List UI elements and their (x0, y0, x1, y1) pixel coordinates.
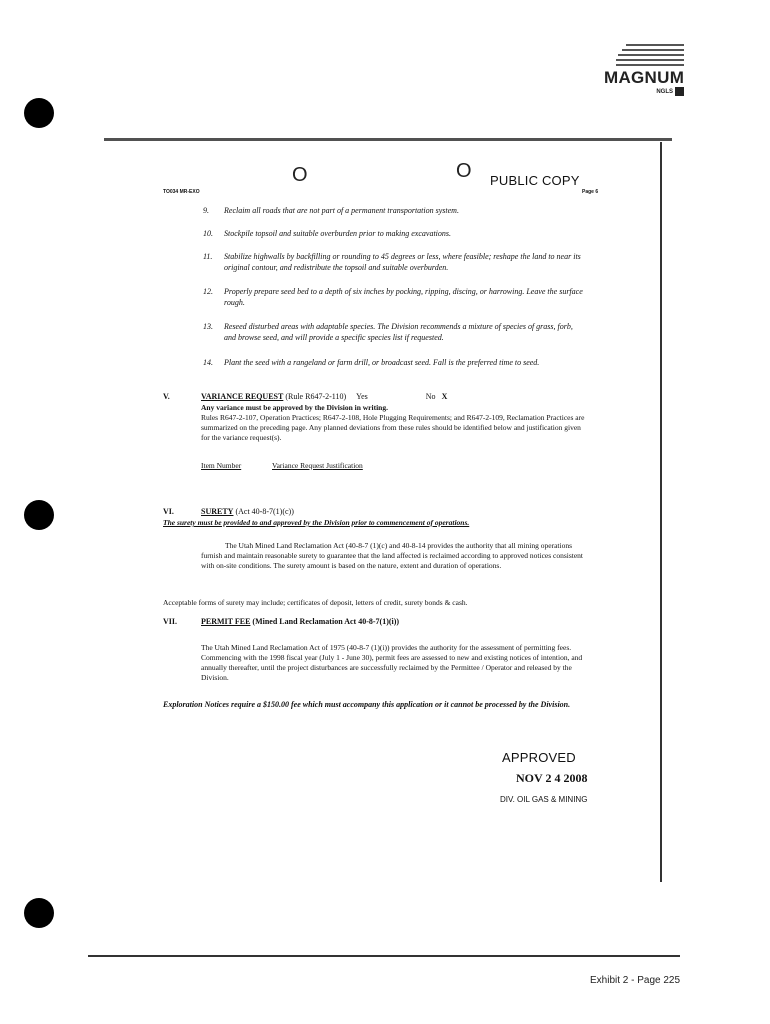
public-copy-label: PUBLIC COPY (490, 173, 580, 188)
list-item: 11. Stabilize highwalls by backfilling or rounding to 45 degrees or less, where feasible; reshape the land to near its original contour, and redistribute the topsoil and suitable overburden. (203, 252, 581, 272)
logo-lines-icon (604, 40, 684, 70)
magnum-logo (604, 40, 684, 96)
section-vi-text: The Utah Mined Land Reclamation Act (40-8-7 (1)(c) and 40-8-14 provides the authority that all mining operations furnish and maintain reasonable surety to guarantee that the land affected is reclaimed according to approved notices consistent with on-site conditions. The surety amount is based on the nature, extent and duration of operations. (201, 541, 584, 570)
section-vi-title-line: SURETY (Act 40-8-7(1)(c)) (201, 507, 294, 516)
stamp-date: NOV 2 4 2008 (516, 771, 588, 785)
surety-notice: The surety must be provided to and approved by the Division prior to commencement of operations. (163, 518, 470, 527)
list-item: 10. Stockpile topsoil and suitable overburden prior to making excavations. (203, 229, 451, 238)
form-id: TO034 MR-EXO (163, 189, 200, 195)
bottom-rule (88, 955, 680, 957)
binder-hole-top (24, 98, 54, 128)
section-v-heading: VARIANCE REQUEST (201, 392, 284, 401)
list-item: 9. Reclaim all roads that are not part of a permanent transportation system. (203, 206, 459, 215)
stamp-approved: APPROVED (502, 750, 576, 765)
list-item: 13. Reseed disturbed areas with adaptable species. The Division recommends a mixture of species of grass, forb, and browse seed, and will provide a specific species list if requested. (203, 322, 573, 342)
binder-hole-bottom (24, 898, 54, 928)
section-vii-title-line: PERMIT FEE (Mined Land Reclamation Act 40-8-7(1)(i)) (201, 617, 400, 626)
section-vii-numeral: VII. (163, 617, 178, 626)
circle-mark-right: O (456, 160, 472, 182)
section-v-text: Rules R647-2-107, Operation Practices; R647-2-108, Hole Plugging Requirements; and R647-2-109, Reclamation Practices are summarized on the preceding page. Any planned deviations from these rules should be identified below and justification given for the variance request(s). (201, 413, 585, 442)
item-number-header: Item Number (201, 461, 242, 470)
list-item: 14. Plant the seed with a rangeland or farm drill, or broadcast seed. Fall is the preferred time to seed. (203, 358, 540, 367)
section-v-title-line: VARIANCE REQUEST (Rule R647-2-110) Yes No X (201, 392, 448, 401)
stamp-division: DIV. OIL GAS & MINING (500, 795, 588, 804)
top-rule (104, 138, 672, 141)
right-rule (660, 142, 662, 882)
section-vii-text: The Utah Mined Land Reclamation Act of 1975 (40-8-7 (1)(i)) provides the authority for the assessment of permitting fees. Commencing with the 1998 fiscal year (July 1 - June 30), permit fees are assessed to new and existing notices of intention, and annually thereafter, until the project disturbances are successfully reclaimed by the Permittee / Operator and released by the Division. (201, 643, 583, 682)
page-number: Page 6 (582, 189, 599, 195)
exhibit-footer: Exhibit 2 - Page 225 (590, 975, 681, 986)
binder-hole-middle (24, 500, 54, 530)
logo-brand: MAGNUM (604, 68, 685, 87)
list-item: 12. Properly prepare seed bed to a depth of six inches by pocking, ripping, discing, or harrowing. Leave the surface rough. (203, 287, 583, 307)
circle-mark-left: O (292, 164, 308, 186)
section-vi-numeral: VI. (163, 507, 174, 516)
section-v-bold-line: Any variance must be approved by the Division in writing. (201, 403, 388, 412)
logo-sub: NGLS (604, 87, 684, 96)
approved-stamp (502, 750, 587, 804)
exploration-fee-note: Exploration Notices require a $150.00 fee which must accompany this application or it cannot be processed by the Division. (163, 700, 571, 709)
variance-justification-header: Variance Request Justification (272, 461, 363, 470)
section-vi-heading: SURETY (201, 507, 234, 516)
section-v-numeral: V. (163, 392, 170, 401)
section-vii-heading: PERMIT FEE (201, 617, 251, 626)
surety-forms: Acceptable forms of surety may include; certificates of deposit, letters of credit, surety bonds & cash. (163, 598, 468, 607)
no-checkbox-mark: X (441, 392, 448, 401)
